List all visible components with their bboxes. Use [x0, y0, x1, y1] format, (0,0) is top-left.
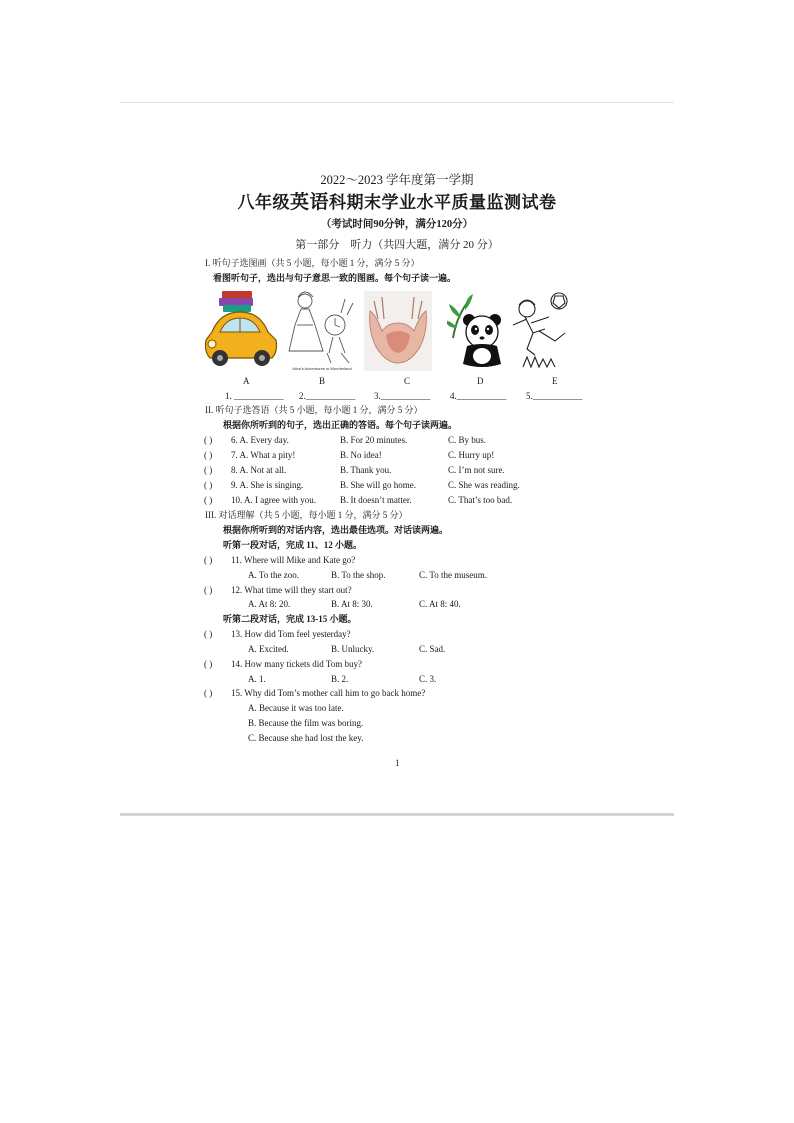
- title-prefix: 八年级: [237, 193, 290, 212]
- panda-picture: [447, 294, 507, 370]
- alice-picture: [283, 285, 361, 375]
- question-15-b: B. Because the film was boring.: [248, 718, 364, 728]
- question-7-c: C. Hurry up!: [448, 450, 495, 460]
- answer-paren[interactable]: ( ): [204, 585, 213, 595]
- question-14-c: C. 3.: [419, 674, 437, 684]
- question-6-b: B. For 20 minutes.: [340, 435, 408, 445]
- question-12-stem: 12. What time will they start out?: [231, 585, 352, 595]
- bottom-divider: [120, 813, 674, 816]
- picture-label-c: C: [404, 376, 411, 386]
- question-14-b: B. 2.: [331, 674, 349, 684]
- question-8-a: 8. A. Not at all.: [231, 465, 287, 475]
- picture-label-a: A: [243, 376, 250, 386]
- answer-paren[interactable]: ( ): [204, 480, 213, 490]
- page-title: [200, 192, 594, 213]
- answer-paren[interactable]: ( ): [204, 495, 213, 505]
- question-14-a: A. 1.: [248, 674, 266, 684]
- question-9-c: C. She was reading.: [448, 480, 520, 490]
- answer-paren[interactable]: ( ): [204, 465, 213, 475]
- top-divider: [120, 102, 674, 103]
- question-15-c: C. Because she had lost the key.: [248, 733, 364, 743]
- section3-heading: III. 对话理解（共 5 小题，每小题 1 分，满分 5 分）: [205, 510, 408, 520]
- question-13-stem: 13. How did Tom feel yesterday?: [231, 629, 351, 639]
- part-title: 第一部分 听力（共四大题，满分 20 分）: [295, 239, 499, 251]
- question-6-c: C. By bus.: [448, 435, 487, 445]
- page-number: 1: [395, 758, 400, 768]
- answer-blank-1[interactable]: 1. ___________: [225, 391, 284, 401]
- section3-instruction: 根据你所听到的对话内容，选出最佳选项。对话读两遍。: [223, 525, 449, 535]
- question-15-stem: 15. Why did Tom’s mother call him to go back home?: [231, 688, 426, 698]
- question-8-b: B. Thank you.: [340, 465, 392, 475]
- title-suffix: 科期末学业水平质量监测试卷: [329, 193, 557, 212]
- question-14-stem: 14. How many tickets did Tom buy?: [231, 659, 362, 669]
- question-9-a: 9. A. She is singing.: [231, 480, 304, 490]
- question-7-a: 7. A. What a pity!: [231, 450, 296, 460]
- dialogue1-heading: 听第一段对话，完成 11、12 小题。: [223, 540, 363, 550]
- answer-paren[interactable]: ( ): [204, 555, 213, 565]
- question-7-b: B. No idea!: [340, 450, 382, 460]
- picture-label-e: E: [552, 376, 558, 386]
- exam-time-note: （考试时间90分钟，满分120分）: [320, 219, 474, 230]
- answer-blank-4[interactable]: 4.___________: [450, 391, 507, 401]
- question-13-b: B. Unlucky.: [331, 644, 375, 654]
- section1-instruction: 看图听句子，选出与句子意思一致的图画。每个句子读一遍。: [213, 273, 457, 283]
- question-11-stem: 11. Where will Mike and Kate go?: [231, 555, 356, 565]
- answer-paren[interactable]: ( ): [204, 688, 213, 698]
- question-12-c: C. At 8: 40.: [419, 599, 461, 609]
- question-9-b: B. She will go home.: [340, 480, 416, 490]
- question-12-a: A. At 8: 20.: [248, 599, 291, 609]
- question-8-c: C. I’m not sure.: [448, 465, 505, 475]
- hands-picture: [364, 291, 432, 371]
- picture-label-b: B: [319, 376, 326, 386]
- answer-blank-3[interactable]: 3.___________: [374, 391, 431, 401]
- question-11-b: B. To the shop.: [331, 570, 386, 580]
- question-11-c: C. To the museum.: [419, 570, 487, 580]
- section1-heading: I. 听句子选图画（共 5 小题，每小题 1 分，满分 5 分）: [205, 258, 420, 268]
- question-15-a: A. Because it was too late.: [248, 703, 344, 713]
- answer-blank-5[interactable]: 5.___________: [526, 391, 583, 401]
- question-11-a: A. To the zoo.: [248, 570, 299, 580]
- question-13-c: C. Sad.: [419, 644, 446, 654]
- car-picture: [202, 288, 280, 372]
- answer-paren[interactable]: ( ): [204, 629, 213, 639]
- title-emphasis: 英语: [289, 192, 329, 213]
- answer-blank-2[interactable]: 2.___________: [299, 391, 356, 401]
- question-13-a: A. Excited.: [248, 644, 289, 654]
- section2-heading: II. 听句子选答语（共 5 小题，每小题 1 分，满分 5 分）: [205, 405, 423, 415]
- section2-instruction: 根据你所听到的句子，选出正确的答语。每个句子读两遍。: [223, 420, 458, 430]
- answer-paren[interactable]: ( ): [204, 450, 213, 460]
- question-12-b: B. At 8: 30.: [331, 599, 373, 609]
- picture-label-d: D: [477, 376, 484, 386]
- term-line: 2022～2023 学年度第一学期: [320, 173, 474, 187]
- football-picture: [505, 287, 587, 371]
- question-10-a: 10. A. I agree with you.: [231, 495, 316, 505]
- question-10-b: B. It doesn’t matter.: [340, 495, 412, 505]
- answer-paren[interactable]: ( ): [204, 435, 213, 445]
- alice-caption: Alice's Adventures in Wonderland: [292, 366, 352, 371]
- question-6-a: 6. A. Every day.: [231, 435, 289, 445]
- dialogue2-heading: 听第二段对话，完成 13-15 小题。: [223, 614, 357, 624]
- question-10-c: C. That’s too bad.: [448, 495, 513, 505]
- answer-paren[interactable]: ( ): [204, 659, 213, 669]
